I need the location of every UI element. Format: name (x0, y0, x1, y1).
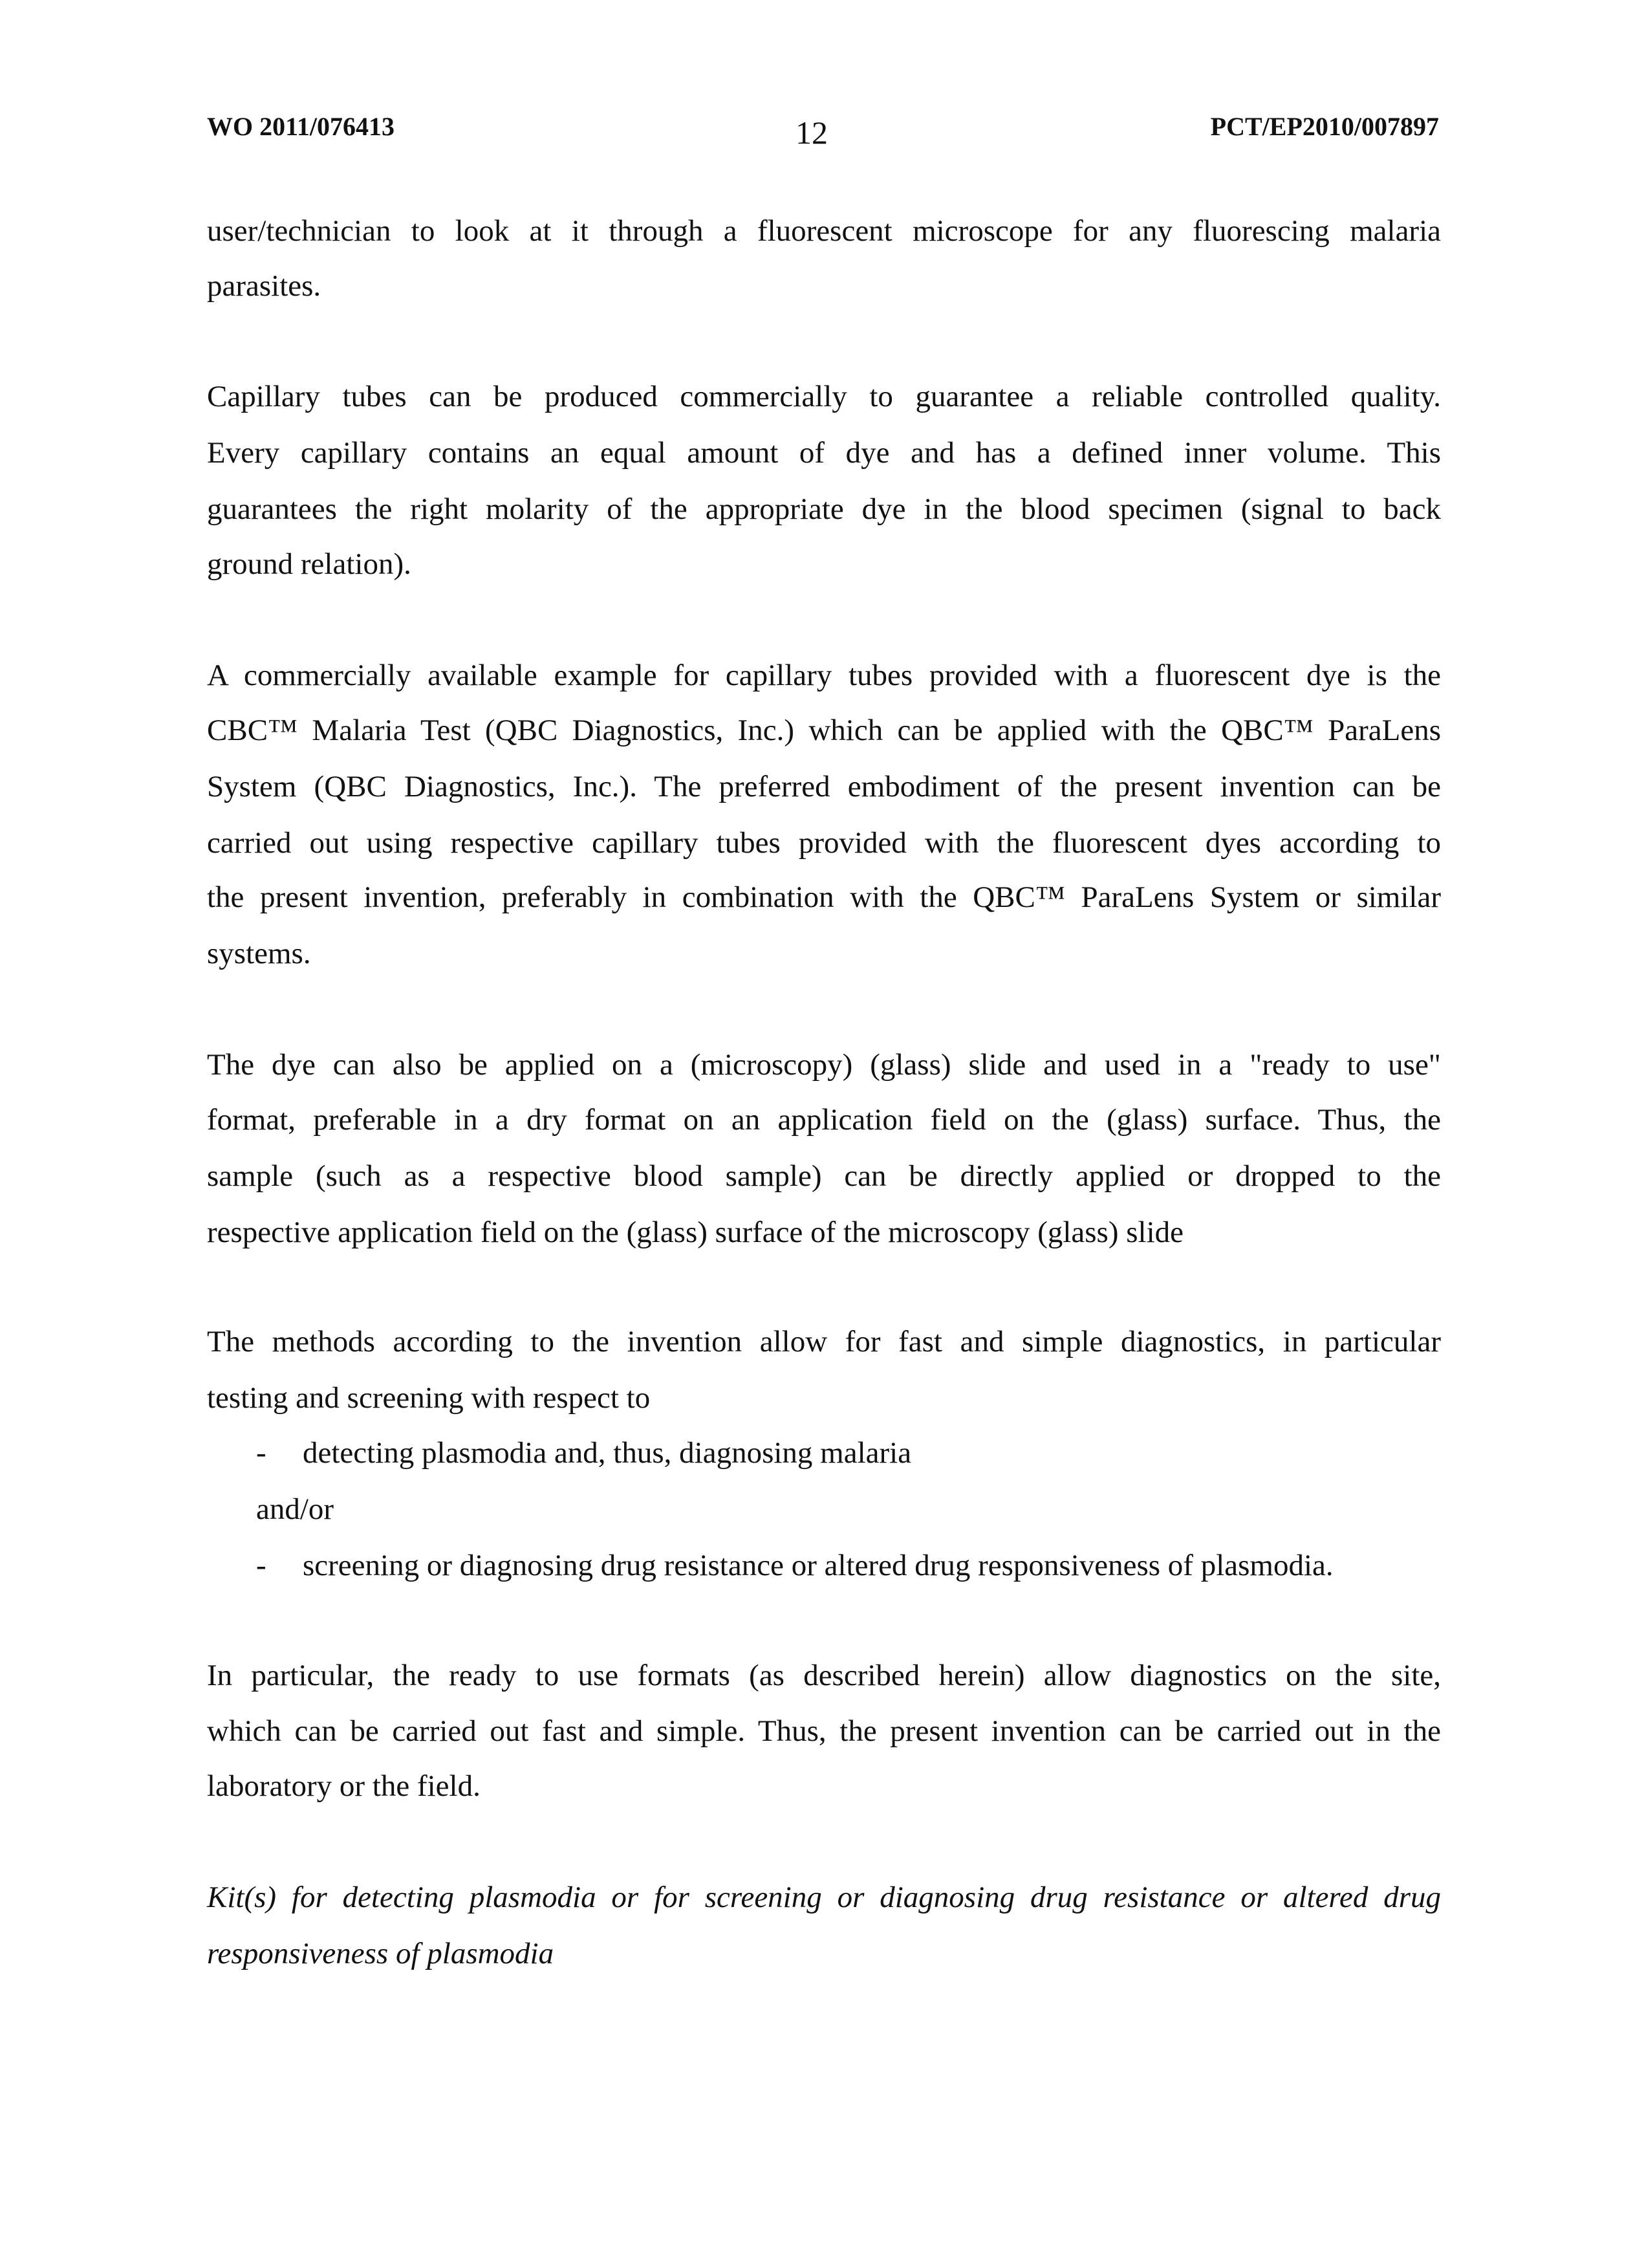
text-line: The methods according to the invention allow for fast and simple diagnostics, in particular (207, 1325, 1441, 1358)
text-line: parasites. (207, 269, 321, 303)
bullet-text: detecting plasmodia and, thus, diagnosing malaria (303, 1436, 912, 1470)
text-line: A commercially available example for capillary tubes provided with a fluorescent dye is the (207, 659, 1441, 692)
text-line: Every capillary contains an equal amount of dye and has a defined inner volume. This (207, 436, 1441, 470)
text-line: testing and screening with respect to (207, 1381, 651, 1415)
text-line: respective application field on the (glass) surface of the microscopy (glass) slide (207, 1216, 1184, 1249)
text-line: sample (such as a respective blood sample) can be directly applied or dropped to the (207, 1159, 1441, 1193)
dash-marker: - (256, 1549, 266, 1582)
heading-line: Kit(s) for detecting plasmodia or for screening or diagnosing drug resistance or altered drug (207, 1881, 1441, 1914)
text-line: carried out using respective capillary tubes provided with the fluorescent dyes according to (207, 826, 1441, 860)
text-line: ground relation). (207, 547, 411, 581)
text-line: format, preferable in a dry format on an application field on the (glass) surface. Thus, the (207, 1103, 1441, 1137)
text-line: guarantees the right molarity of the appropriate dye in the blood specimen (signal to back (207, 492, 1441, 526)
text-line: System (QBC Diagnostics, Inc.). The preferred embodiment of the present invention can be (207, 770, 1441, 803)
text-line: user/technician to look at it through a fluorescent microscope for any fluorescing malaria (207, 214, 1441, 248)
text-line: which can be carried out fast and simple. Thus, the present invention can be carried out in the (207, 1714, 1441, 1748)
text-line: the present invention, preferably in combination with the QBC™ ParaLens System or similar (207, 880, 1441, 914)
application-number: PCT/EP2010/007897 (1210, 112, 1439, 141)
publication-number: WO 2011/076413 (207, 112, 395, 141)
page-number: 12 (795, 114, 828, 151)
connector-text: and/or (256, 1492, 334, 1526)
text-line: The dye can also be applied on a (microscopy) (glass) slide and used in a "ready to use" (207, 1048, 1441, 1082)
text-line: In particular, the ready to use formats (as described herein) allow diagnostics on the site, (207, 1659, 1441, 1692)
text-line: CBC™ Malaria Test (QBC Diagnostics, Inc.) which can be applied with the QBC™ ParaLens (207, 714, 1441, 747)
dash-marker: - (256, 1436, 266, 1470)
heading-line: responsiveness of plasmodia (207, 1937, 554, 1970)
bullet-text: screening or diagnosing drug resistance or altered drug responsiveness of plasmodia. (303, 1549, 1334, 1582)
text-line: Capillary tubes can be produced commercially to guarantee a reliable controlled quality. (207, 380, 1441, 413)
text-line: systems. (207, 937, 311, 970)
text-line: laboratory or the field. (207, 1769, 481, 1803)
